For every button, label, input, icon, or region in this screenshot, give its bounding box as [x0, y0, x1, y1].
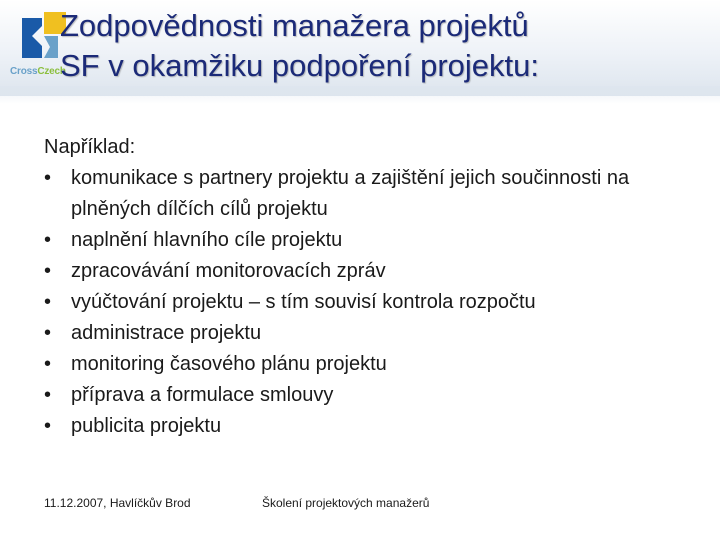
header-shadow: [0, 86, 720, 104]
list-item: [44, 380, 684, 411]
footer-event: Školení projektových manažerů: [262, 496, 430, 510]
list-item-text: monitoring časového plánu projektu: [71, 353, 387, 375]
logo-text: [10, 66, 66, 77]
bullet-icon: •: [44, 229, 52, 251]
list-item: [44, 163, 684, 225]
bullet-icon: •: [44, 167, 52, 189]
list-item-text: publicita projektu: [71, 415, 222, 437]
list-item-text: komunikace s partnery projektu a zajištění jejich součinnosti na plněných dílčích cílů projektu: [71, 167, 630, 220]
list-item: [44, 318, 684, 349]
bullet-icon: •: [44, 260, 52, 282]
slide-content: [44, 132, 684, 442]
title-line-2: SF v okamžiku podpoření projektu:: [60, 48, 540, 83]
footer-date-place: 11.12.2007, Havlíčkův Brod: [44, 496, 191, 510]
list-item: [44, 411, 684, 442]
bullet-icon: •: [44, 291, 52, 313]
list-item-text: naplnění hlavního cíle projektu: [71, 229, 343, 251]
bullet-icon: •: [44, 353, 52, 375]
logo-blue-arrow: [22, 18, 42, 58]
list-item-text: zpracovávání monitorovacích zpráv: [71, 260, 386, 282]
list-item-text: příprava a formulace smlouvy: [71, 384, 334, 406]
logo-light-arrow: [44, 36, 58, 58]
list-item: [44, 225, 684, 256]
logo-text-cross: Cross: [10, 66, 38, 77]
list-item: [44, 349, 684, 380]
bullet-list: [44, 163, 684, 442]
list-item: [44, 287, 684, 318]
title-line-1: Zodpovědnosti manažera projektů: [60, 8, 529, 43]
list-item-text: administrace projektu: [71, 322, 262, 344]
bullet-icon: •: [44, 384, 52, 406]
bullet-icon: •: [44, 322, 52, 344]
list-item-text: vyúčtování projektu – s tím souvisí kontrola rozpočtu: [71, 291, 536, 313]
page-title: [60, 6, 710, 86]
intro-text: Například:: [44, 136, 136, 158]
list-item: [44, 256, 684, 287]
bullet-icon: •: [44, 415, 52, 437]
logo-text-czech: Czech: [37, 66, 66, 77]
